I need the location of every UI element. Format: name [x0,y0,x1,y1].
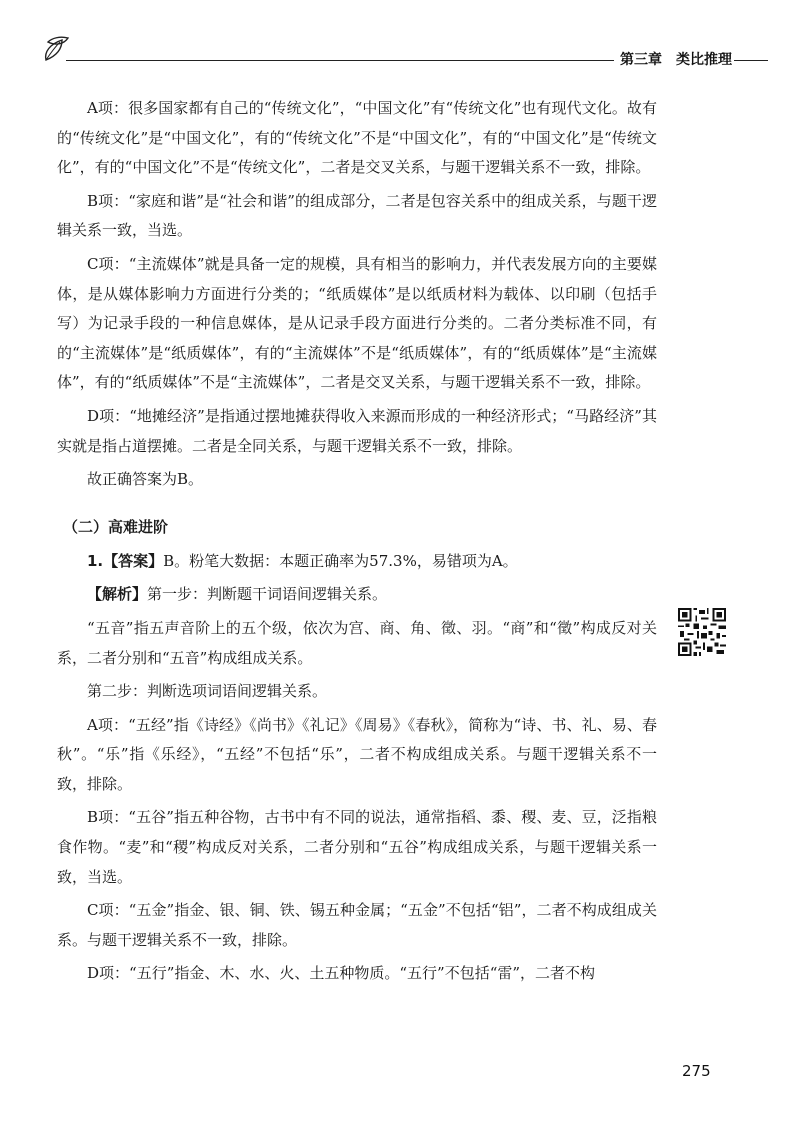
option-a-explanation: A项：很多国家都有自己的“传统文化”，“中国文化”有“传统文化”也有现代文化。故有的“传统文化”是“中国文化”，有的“传统文化”不是“中国文化”，有的“中国文化”是“传统文化”，有的“中国文化”不是“传统文化”，二者是交叉关系，与题干逻辑关系不一致，排除。 [57,99,657,177]
conclusion: 故正确答案为B。 [87,470,204,489]
answer-line [57,547,657,577]
step-two: 第二步：判断选项词语间逻辑关系。 [87,682,328,701]
answer-text: B。粉笔大数据：本题正确率为57.3%，易错项为A。 [163,551,518,570]
chapter-label: 第三章 [620,52,662,68]
option-a-wujing: A项：“五经”指《诗经》《尚书》《礼记》《周易》《春秋》，简称为“诗、书、礼、易、春秋”。“乐”指《乐经》，“五经”不包括“乐”，二者不构成组成关系。与题干逻辑关系不一致，排除。 [57,715,657,793]
option-d-explanation: D项：“地摊经济”是指通过摆地摊获得收入来源而形成的一种经济形式；“马路经济”其实就是指占道摆摊。二者是全同关系，与题干逻辑关系不一致，排除。 [57,406,657,455]
analysis-tag: 【解析】 [87,585,148,604]
option-d-wuxing: D项：“五行”指金、木、水、火、土五种物质。“五行”不包括“雷”，二者不构 [87,964,596,983]
page-header [40,34,768,70]
option-b-explanation: B项：“家庭和谐”是“社会和谐”的组成部分，二者是包容关系中的组成关系，与题干逻辑关系一致，当选。 [57,191,657,240]
option-b-wugu: B项：“五谷”指五种谷物，古书中有不同的说法，通常指稻、黍、稷、麦、豆，泛指粮食作物。“麦”和“稷”构成反对关系，二者分别和“五谷”构成组成关系，与题干逻辑关系一致，当选。 [57,808,657,886]
wuyin-explanation: “五音”指五声音阶上的五个级，依次为宫、商、角、徵、羽。“商”和“徵”构成反对关系，二者分别和“五音”构成组成关系。 [57,618,657,667]
analysis-step1: 第一步：判断题干词语间逻辑关系。 [147,585,388,604]
option-c-explanation: C项：“主流媒体”就是具备一定的规模，具有相当的影响力，并代表发展方向的主要媒体，是从媒体影响力方面进行分类的；“纸质媒体”是以纸质材料为载体、以印刷（包括手写）为记录手段的一种信息媒体，是从记录手段方面进行分类的。二者分类标准不同，有的“主流媒体”是“纸质媒体”，有的“主流媒体”不是“纸质媒体”，有的“纸质媒体”是“主流媒体”，有的“纸质媒体”不是“主流媒体”，二者是交叉关系，与题干逻辑关系不一致，排除。 [57,254,657,392]
answer-tag: 1.【答案】 [87,551,164,570]
section-heading: （二）高难进阶 [63,517,169,536]
option-c-wujin: C项：“五金”指金、银、铜、铁、锡五种金属；“五金”不包括“铝”，二者不构成组成关系。与题干逻辑关系不一致，排除。 [57,901,657,949]
header-rule-left [66,60,614,61]
page-number: 275 [682,1062,711,1080]
qr-code-icon[interactable] [678,608,726,656]
running-header [620,49,732,69]
body-text [57,94,657,993]
analysis-line [57,580,657,610]
header-rule-right [734,60,768,61]
section-label: 类比推理 [676,52,732,68]
